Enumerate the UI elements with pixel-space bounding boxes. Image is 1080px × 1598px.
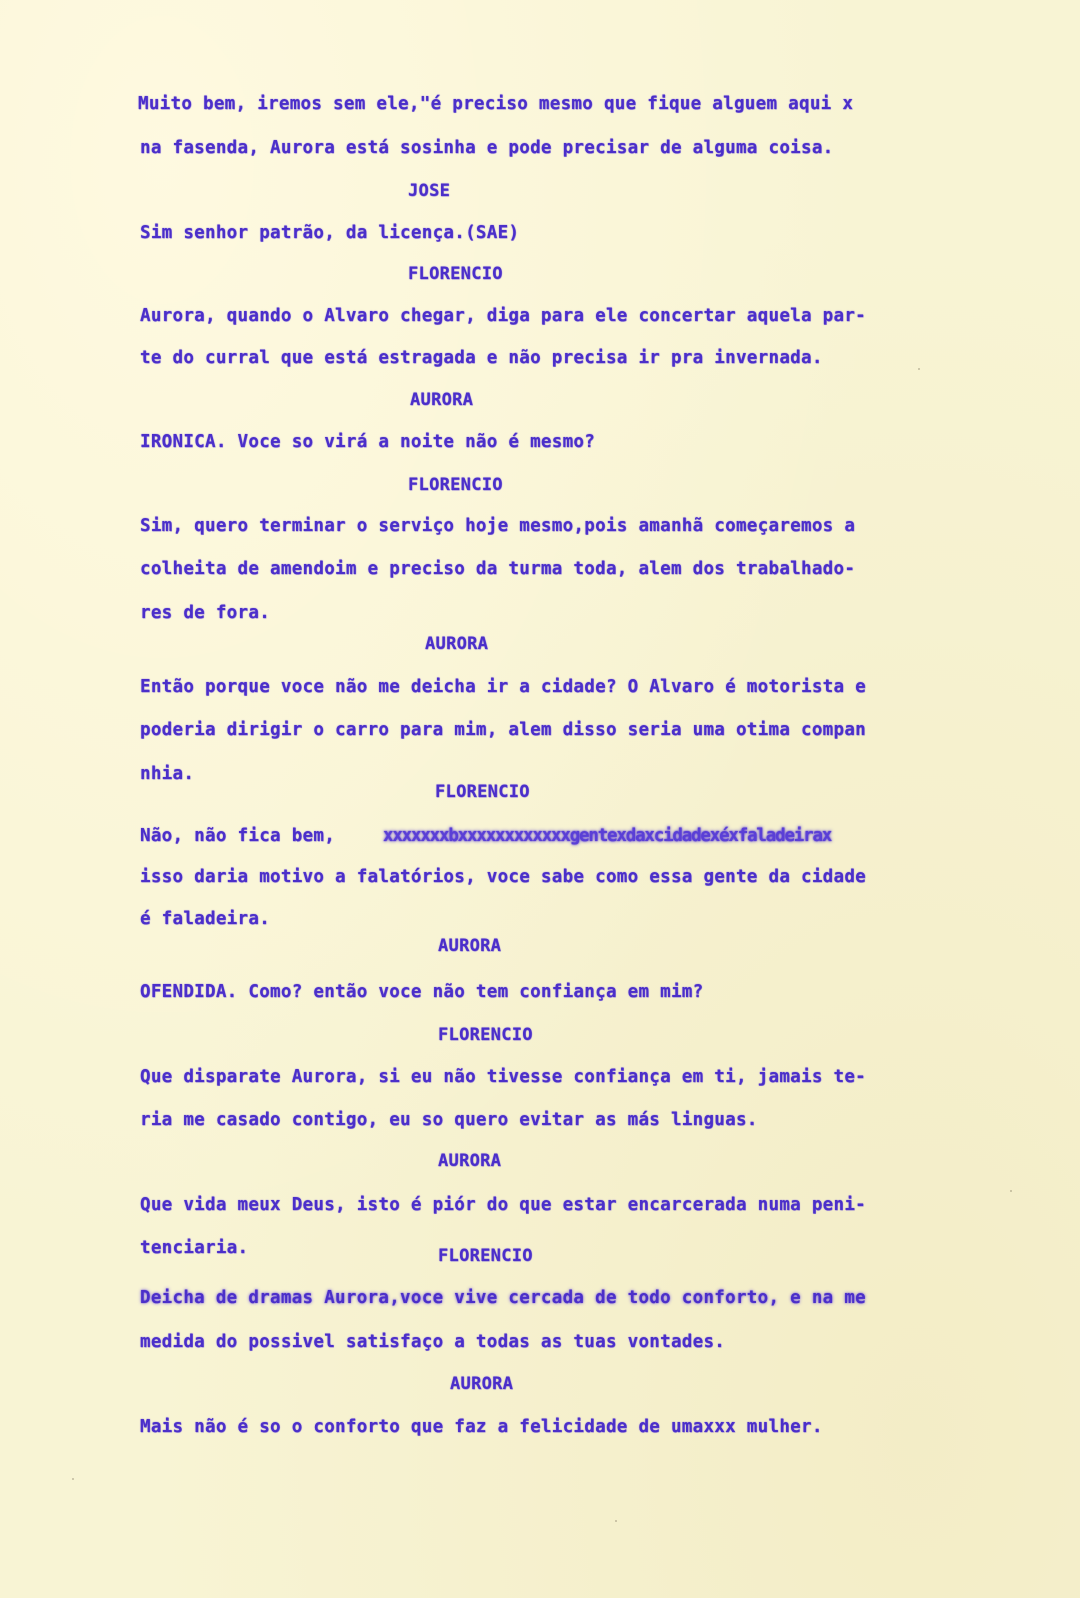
dialogue-line: IRONICA. Voce so virá a noite não é mesmo? — [140, 432, 596, 452]
speaker-name: AURORA — [438, 936, 502, 956]
speaker-name: FLORENCIO — [438, 1025, 533, 1045]
dialogue-line: te do curral que está estragada e não precisa ir pra invernada. — [140, 348, 823, 368]
dialogue-line: Sim senhor patrão, da licença.(SAE) — [140, 223, 520, 243]
dialogue-line: tenciaria. — [140, 1238, 249, 1258]
paper-speck — [72, 1478, 74, 1480]
dialogue-line: Que disparate Aurora, si eu não tivesse confiança em ti, jamais te- — [140, 1067, 867, 1087]
speaker-name: AURORA — [438, 1151, 502, 1171]
dialogue-line: isso daria motivo a falatórios, voce sabe como essa gente da cidade — [140, 867, 867, 887]
speaker-name: AURORA — [450, 1374, 514, 1394]
dialogue-line: Que vida meux Deus, isto é piór do que estar encarcerada numa peni- — [140, 1195, 867, 1215]
dialogue-line: Mais não é so o conforto que faz a felicidade de umaxxx mulher. — [140, 1417, 823, 1437]
dialogue-line: ria me casado contigo, eu so quero evitar as más linguas. — [140, 1110, 758, 1130]
paper-speck — [1010, 1190, 1012, 1192]
speaker-name: JOSE — [408, 181, 451, 201]
paper-speck — [918, 368, 920, 370]
speaker-name: FLORENCIO — [435, 782, 530, 802]
paper-speck — [615, 1520, 617, 1522]
dialogue-line: Sim, quero terminar o serviço hoje mesmo,pois amanhã começaremos a — [140, 516, 856, 536]
struck-out-text: xxxxxxxbxxxxxxxxxxxxgentexdaxcidadexéxfaladeirax — [383, 826, 832, 846]
speaker-name: AURORA — [410, 390, 474, 410]
dialogue-line: Aurora, quando o Alvaro chegar, diga para ele concertar aquela par- — [140, 306, 867, 326]
dialogue-line: Deicha de dramas Aurora,voce vive cercada de todo conforto, e na me — [140, 1288, 867, 1308]
dialogue-line: poderia dirigir o carro para mim, alem disso seria uma otima compan — [140, 720, 867, 740]
speaker-name: FLORENCIO — [408, 475, 503, 495]
dialogue-line: é faladeira. — [140, 909, 271, 929]
dialogue-line: nhia. — [140, 764, 195, 784]
speaker-name: FLORENCIO — [408, 264, 503, 284]
dialogue-line: res de fora. — [140, 603, 271, 623]
speaker-name: FLORENCIO — [438, 1246, 533, 1266]
speaker-name: AURORA — [425, 634, 489, 654]
dialogue-line: Então porque voce não me deicha ir a cidade? O Alvaro é motorista e — [140, 677, 867, 697]
dialogue-line: OFENDIDA. Como? então voce não tem confiança em mim? — [140, 982, 704, 1002]
dialogue-line: Muito bem, iremos sem ele,"é preciso mesmo que fique alguem aqui x — [138, 94, 854, 114]
dialogue-line: colheita de amendoim e preciso da turma toda, alem dos trabalhado- — [140, 559, 856, 579]
dialogue-line: Não, não fica bem, — [140, 826, 336, 846]
dialogue-line: medida do possivel satisfaço a todas as tuas vontades. — [140, 1332, 726, 1352]
dialogue-line: na fasenda, Aurora está sosinha e pode precisar de alguma coisa. — [140, 138, 834, 158]
